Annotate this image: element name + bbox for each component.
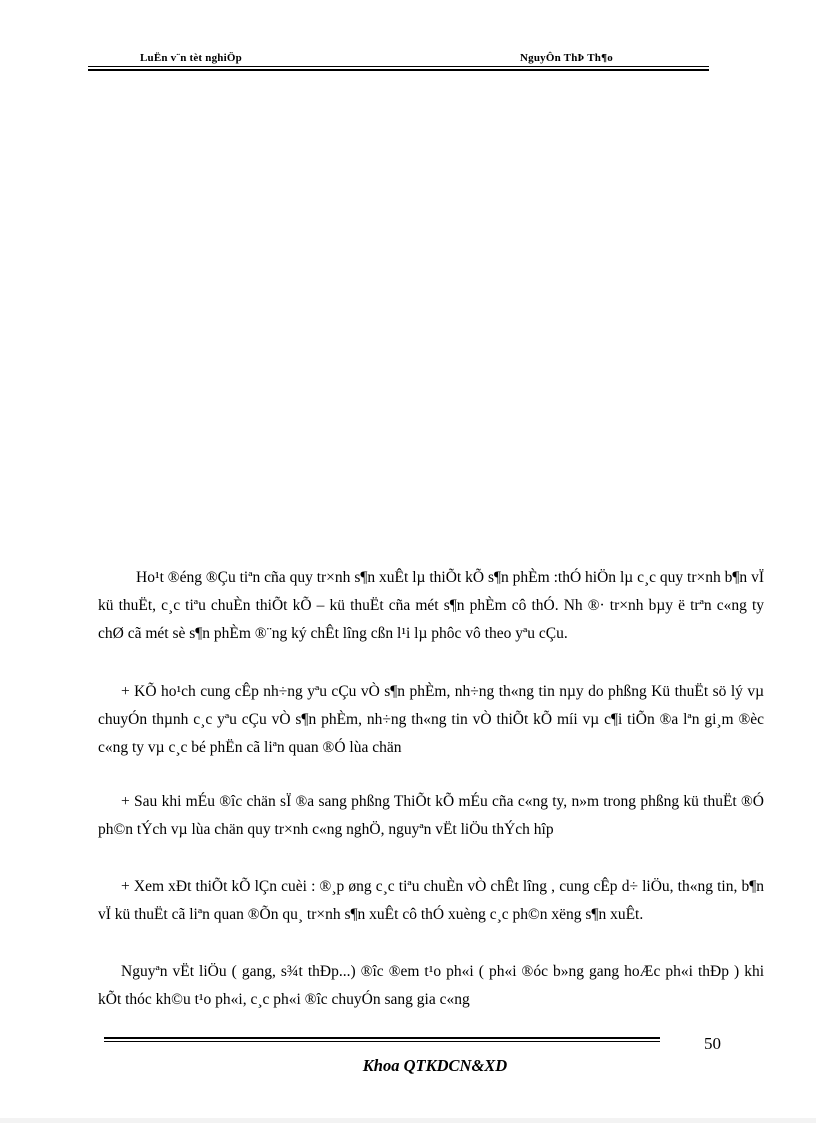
footer-institution: Khoa QTKDCN&XD: [362, 1056, 508, 1075]
footer-rule-bottom: [104, 1041, 660, 1042]
paragraph-2: + KÕ ho¹ch cung cÊp nh÷ng yªu cÇu vÒ s¶n phÈm, nh÷ng th«ng tin nµy do phßng Kü thuËt sö lý vµ chuyÓn thµnh c¸c yªu cÇu vÒ s¶n phÈm, nh÷ng th«ng tin vÒ thiÕt kÕ míi vµ c¶i tiÕn ®a lªn gi¸m ®èc c«ng ty vµ c¸c bé phËn cã liªn quan ®Ó lùa chän: [98, 683, 764, 756]
header-rule-top: [88, 66, 709, 67]
paragraph-4: + Xem xÐt thiÕt kÕ lÇn cuèi : ®¸p øng c¸c tiªu chuÈn vÒ chÊt lîng , cung cÊp d÷ liÖu, th«ng tin, b¶n vÏ kü thuËt cã liªn quan ®Õn qu¸ tr×nh s¶n xuÊt cô thÓ xuèng c¸c ph©n xëng s¶n xuÊt.: [98, 878, 764, 923]
header-left-title: LuËn v¨n tèt nghiÖp: [140, 52, 242, 64]
paragraph-3: + Sau khi mÉu ®îc chän sÏ ®a sang phßng ThiÕt kÕ mÉu cña c«ng ty, n»m trong phßng kü thuËt ®Ó ph©n tÝch vµ lùa chän quy tr×nh c«ng nghÖ, nguyªn vËt liÖu thÝch hîp: [98, 793, 764, 838]
page-number: 50: [704, 1034, 721, 1053]
header-right-author: NguyÔn ThÞ Th¶o: [520, 52, 613, 64]
paragraph-5: Nguyªn vËt liÖu ( gang, s¾t thÐp...) ®îc ®em t¹o ph«i ( ph«i ®óc b»ng gang hoÆc ph«i thÐp ) khi kÕt thóc kh©u t¹o ph«i, c¸c ph«i ®îc chuyÓn sang gia c«ng: [98, 963, 764, 1008]
header-rule-bottom: [88, 69, 709, 71]
page-bottom-edge: [0, 1118, 816, 1123]
paragraph-1: Ho¹t ®éng ®Çu tiªn cña quy tr×nh s¶n xuÊt lµ thiÕt kÕ s¶n phÈm :thÓ hiÖn lµ c¸c quy tr×nh b¶n vÏ kü thuËt, c¸c tiªu chuÈn thiÕt kÕ – kü thuËt cña mét s¶n phÈm cô thÓ. Nh ®· tr×nh bµy ë trªn c«ng ty chØ cã mét sè s¶n phÈm ®¨ng ký chÊt lîng cßn l¹i lµ phôc vô theo yªu cÇu.: [98, 569, 764, 642]
footer-rule-top: [104, 1037, 660, 1039]
